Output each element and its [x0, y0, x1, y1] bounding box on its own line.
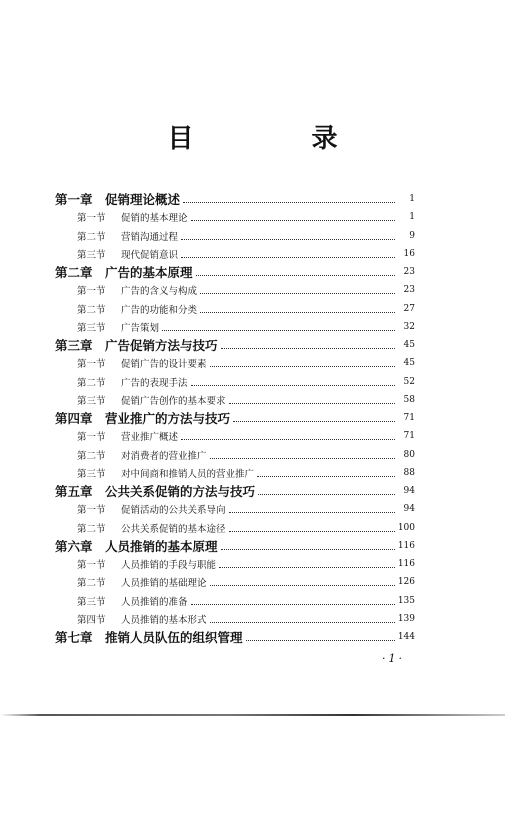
toc-section-row [55, 427, 415, 445]
toc-entry-title: 广告的功能和分类 [121, 304, 198, 316]
toc-entry-title: 营业推广概述 [121, 432, 179, 444]
toc-entry-page: 80 [403, 449, 415, 460]
toc-section-row [55, 300, 415, 318]
toc-entry-number: 第二节 [77, 304, 106, 316]
toc-section-row [55, 208, 415, 226]
toc-leader-dots [221, 548, 395, 550]
toc-section-row [55, 354, 415, 372]
toc-entry-page: 45 [403, 340, 415, 351]
toc-entry-title: 促销广告创作的基本要求 [121, 395, 226, 407]
toc-entry-title: 营销沟通过程 [121, 231, 179, 243]
toc-chapter-row [55, 263, 415, 281]
toc-entry-title: 人员推销的手段与职能 [121, 560, 217, 572]
toc-leader-dots [233, 420, 395, 422]
toc-entry-title: 公共关系促销的基本途径 [121, 523, 226, 535]
toc-entry-title: 营业推广的方法与技巧 [105, 411, 231, 427]
toc-entry-number: 第一节 [77, 432, 106, 444]
toc-entry-title: 促销广告的设计要素 [121, 359, 207, 371]
toc-entry-title: 广告的表现手法 [121, 377, 188, 389]
toc-entry-title: 对中间商和推销人员的营业推广 [121, 468, 255, 480]
toc-section-row [55, 391, 415, 409]
toc-entry-number: 第三节 [77, 249, 106, 261]
toc-entry-title: 人员推销的准备 [121, 596, 188, 608]
toc-entry-page: 94 [403, 486, 415, 497]
toc-entry-title: 广告策划 [121, 322, 160, 334]
toc-entry-number: 第二节 [77, 523, 106, 535]
toc-entry-page: 126 [397, 577, 415, 588]
toc-chapter-row [55, 482, 415, 500]
toc-leader-dots [181, 256, 395, 258]
toc-section-row [55, 245, 415, 263]
toc-leader-dots [229, 402, 395, 404]
toc-entry-page: 23 [403, 267, 415, 278]
toc-entry-number: 第一节 [77, 505, 106, 517]
toc-entry-title: 广告的基本原理 [105, 265, 193, 281]
toc-leader-dots [210, 457, 395, 459]
toc-section-row [55, 281, 415, 299]
toc-leader-dots [183, 201, 395, 203]
toc-entry-number: 第三章 [55, 338, 93, 354]
toc-entry-page: 139 [397, 613, 415, 624]
toc-section-row [55, 318, 415, 336]
toc-entry-page: 27 [403, 303, 415, 314]
toc-leader-dots [191, 603, 395, 605]
toc-leader-dots [191, 219, 395, 221]
toc-section-row [55, 227, 415, 245]
toc-entry-number: 第一节 [77, 213, 106, 225]
toc-entry-number: 第七章 [55, 630, 93, 646]
toc-entry-number: 第三节 [77, 322, 106, 334]
toc-leader-dots [246, 639, 395, 641]
toc-section-row [55, 464, 415, 482]
toc-entry-page: 144 [397, 632, 415, 643]
toc-chapter-row [55, 537, 415, 555]
toc-entry-page: 1 [409, 194, 415, 205]
toc-entry-number: 第一节 [77, 359, 106, 371]
toc-chapter-row [55, 628, 415, 646]
toc-entry-title: 促销活动的公共关系导向 [121, 505, 226, 517]
toc-section-row [55, 519, 415, 537]
toc-section-row [55, 500, 415, 518]
toc-leader-dots [200, 311, 395, 313]
toc-entry-number: 第四章 [55, 411, 93, 427]
toc-leader-dots [229, 530, 395, 532]
toc-entry-number: 第三节 [77, 395, 106, 407]
toc-leader-dots [162, 329, 395, 331]
toc-entry-page: 71 [403, 413, 415, 424]
toc-chapter-row [55, 409, 415, 427]
toc-leader-dots [258, 493, 395, 495]
toc-leader-dots [210, 584, 395, 586]
toc-entry-number: 第二节 [77, 231, 106, 243]
toc-entry-title: 公共关系促销的方法与技巧 [105, 484, 256, 500]
toc-entry-page: 23 [403, 285, 415, 296]
toc-entry-page: 100 [397, 522, 415, 533]
table-of-contents [55, 190, 415, 646]
toc-entry-number: 第二节 [77, 450, 106, 462]
toc-entry-title: 促销的基本理论 [121, 213, 188, 225]
toc-leader-dots [221, 347, 395, 349]
toc-entry-page: 1 [409, 212, 415, 223]
toc-leader-dots [181, 438, 395, 440]
toc-entry-number: 第六章 [55, 538, 93, 554]
toc-entry-page: 32 [403, 321, 415, 332]
page-number: ·1· [382, 652, 405, 665]
toc-entry-page: 116 [397, 540, 415, 551]
toc-entry-page: 116 [397, 559, 415, 570]
toc-section-row [55, 555, 415, 573]
toc-leader-dots [181, 238, 395, 240]
toc-entry-title: 现代促销意识 [121, 249, 179, 261]
toc-entry-number: 第三节 [77, 596, 106, 608]
toc-entry-page: 16 [403, 248, 415, 259]
toc-entry-number: 第四节 [77, 614, 106, 626]
toc-entry-title: 推销人员队伍的组织管理 [105, 630, 243, 646]
toc-leader-dots [257, 475, 395, 477]
toc-entry-page: 135 [397, 595, 415, 606]
toc-entry-page: 71 [403, 431, 415, 442]
toc-entry-number: 第二节 [77, 377, 106, 389]
toc-entry-title: 促销理论概述 [105, 192, 181, 208]
toc-chapter-row [55, 190, 415, 208]
toc-entry-page: 52 [403, 376, 415, 387]
toc-entry-number: 第一节 [77, 560, 106, 572]
toc-leader-dots [200, 292, 395, 294]
toc-section-row [55, 573, 415, 591]
toc-entry-number: 第一节 [77, 286, 106, 298]
toc-entry-page: 45 [403, 358, 415, 369]
toc-leader-dots [219, 566, 395, 568]
toc-entry-number: 第一章 [55, 192, 93, 208]
toc-section-row [55, 610, 415, 628]
toc-entry-page: 58 [403, 394, 415, 405]
toc-entry-number: 第三节 [77, 468, 106, 480]
page-title: 目 录 [167, 124, 384, 154]
toc-entry-title: 人员推销的基本原理 [105, 538, 218, 554]
toc-leader-dots [196, 274, 395, 276]
toc-leader-dots [210, 365, 395, 367]
toc-entry-number: 第二章 [55, 265, 93, 281]
toc-section-row [55, 373, 415, 391]
toc-entry-title: 对消费者的营业推广 [121, 450, 207, 462]
toc-entry-page: 88 [403, 467, 415, 478]
toc-entry-title: 人员推销的基础理论 [121, 578, 207, 590]
toc-entry-page: 9 [409, 230, 415, 241]
scan-edge-line [0, 714, 505, 716]
toc-entry-page: 94 [403, 504, 415, 515]
toc-entry-title: 广告促销方法与技巧 [105, 338, 218, 354]
toc-section-row [55, 446, 415, 464]
toc-leader-dots [210, 621, 395, 623]
toc-leader-dots [229, 511, 395, 513]
toc-entry-number: 第二节 [77, 578, 106, 590]
toc-chapter-row [55, 336, 415, 354]
toc-section-row [55, 592, 415, 610]
toc-entry-title: 人员推销的基本形式 [121, 614, 207, 626]
toc-leader-dots [191, 384, 395, 386]
toc-entry-number: 第五章 [55, 484, 93, 500]
toc-entry-title: 广告的含义与构成 [121, 286, 198, 298]
